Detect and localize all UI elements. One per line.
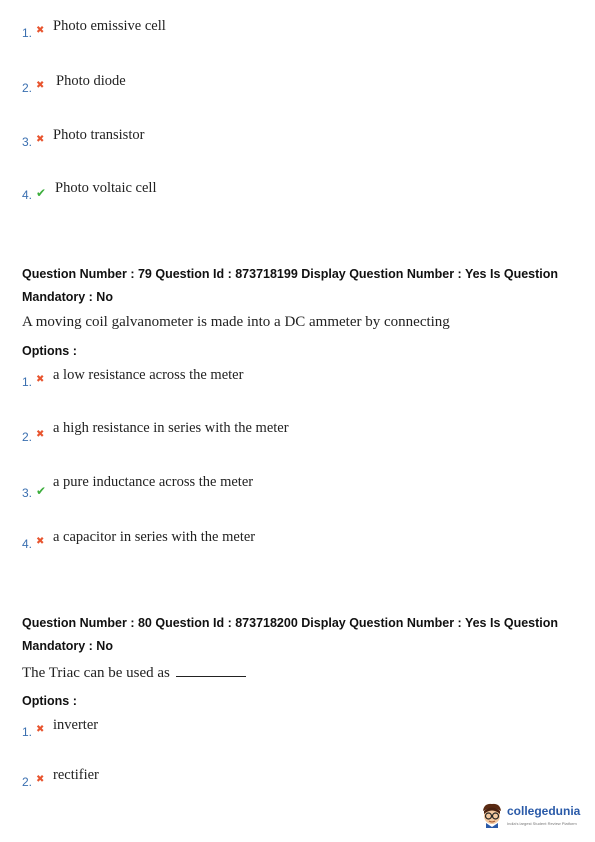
option-text: a capacitor in series with the meter <box>53 529 256 545</box>
option-row <box>22 369 562 389</box>
cross-icon: ✖ <box>36 536 45 547</box>
option-number: 4. <box>22 537 33 551</box>
question-header: Question Number : 80 Question Id : 873718200 Display Question Number : Yes Is Question Mandatory : No <box>22 616 559 653</box>
option-row <box>22 531 562 551</box>
brand-name: collegedunia <box>507 804 581 818</box>
cross-icon: ✖ <box>36 374 45 385</box>
options-label: Options : <box>22 694 77 708</box>
question-text: A moving coil galvanometer is made into a DC ammeter by connecting <box>22 314 450 330</box>
cross-icon: ✖ <box>36 724 45 735</box>
check-icon: ✔ <box>36 484 47 498</box>
option-number: 2. <box>22 775 33 789</box>
option-row <box>22 129 562 149</box>
option-text: Photo transistor <box>53 127 145 143</box>
cross-icon: ✖ <box>36 134 45 145</box>
mascot-icon <box>480 802 504 828</box>
cross-icon: ✖ <box>36 25 45 36</box>
option-text: rectifier <box>53 767 99 783</box>
option-number: 1. <box>22 26 33 40</box>
option-text: inverter <box>53 717 99 733</box>
option-row <box>22 474 562 500</box>
option-row <box>22 420 562 444</box>
question-header: Question Number : 79 Question Id : 873718199 Display Question Number : Yes Is Question Mandatory : No <box>22 267 559 304</box>
option-row <box>22 769 562 789</box>
cross-icon: ✖ <box>36 80 45 91</box>
option-number: 3. <box>22 486 33 500</box>
cross-icon: ✖ <box>36 774 45 785</box>
cross-icon: ✖ <box>36 429 45 440</box>
option-number: 3. <box>22 135 33 149</box>
option-row <box>22 75 562 95</box>
option-row <box>22 719 562 739</box>
option-number: 1. <box>22 375 33 389</box>
options-label: Options : <box>22 344 77 358</box>
option-row <box>22 182 562 202</box>
answer-blank <box>176 664 246 677</box>
check-icon: ✔ <box>36 186 47 200</box>
brand-tagline: India's largest Student Review Platform <box>507 821 577 826</box>
option-text: a pure inductance across the meter <box>53 474 254 490</box>
question-text <box>22 664 246 682</box>
option-text: a low resistance across the meter <box>53 367 244 383</box>
option-row <box>22 20 562 40</box>
option-text: a high resistance in series with the meter <box>53 420 289 436</box>
question-text-content: The Triac can be used as <box>22 665 170 681</box>
option-number: 2. <box>22 430 33 444</box>
option-number: 1. <box>22 725 33 739</box>
option-number: 4. <box>22 188 33 202</box>
option-number: 2. <box>22 81 33 95</box>
option-text: Photo diode <box>56 73 126 89</box>
option-text: Photo voltaic cell <box>55 180 157 196</box>
collegedunia-logo <box>480 800 590 836</box>
option-text: Photo emissive cell <box>53 18 166 34</box>
